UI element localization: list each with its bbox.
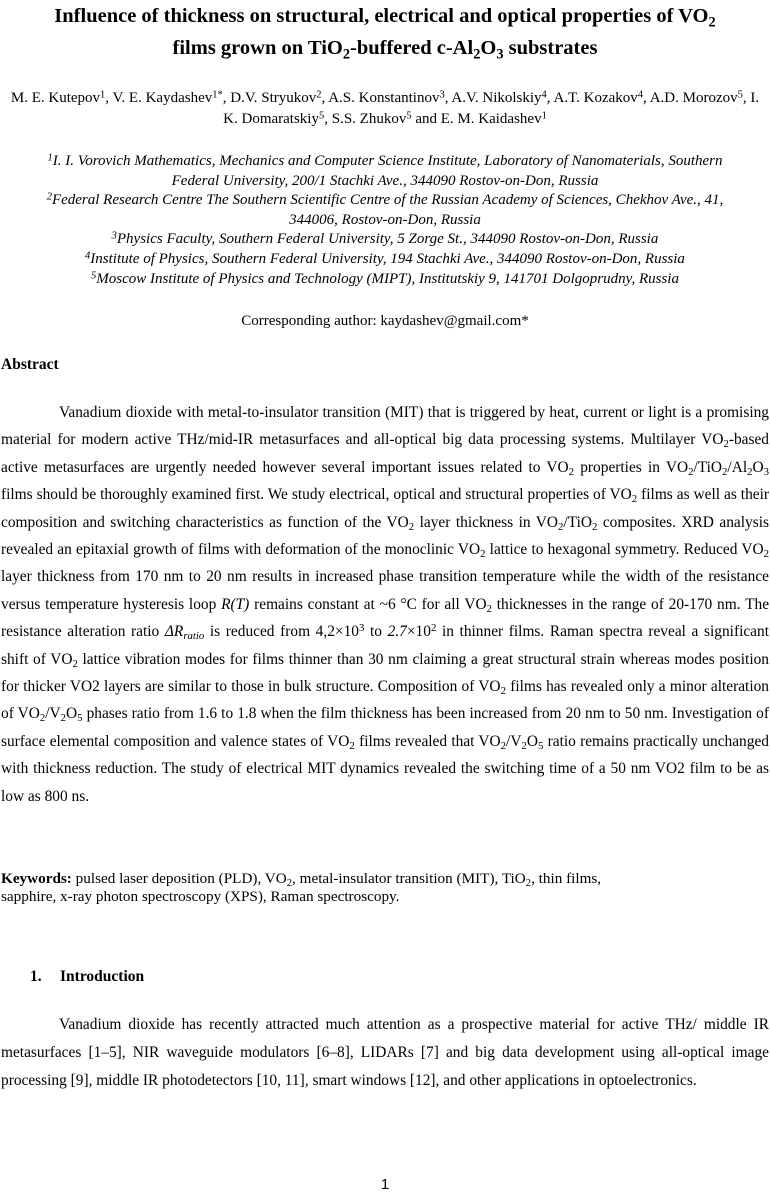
author-affiliation-marker: 4 <box>637 89 644 101</box>
affiliation-line: $^4$Institute of Physics, Southern Federal University, 194 Stachki Ave., 344090 Rostov-on-Don, Russia <box>85 250 685 267</box>
affiliations <box>8 152 762 289</box>
author-affiliation-marker: 5 <box>737 89 743 101</box>
author-name: I. K. Domaratskiy <box>223 90 760 127</box>
affiliation-number: 4 <box>85 250 91 262</box>
author-affiliation-marker: 1 <box>100 89 106 101</box>
affiliation-number: 2 <box>46 191 52 203</box>
introduction-paragraph: Vanadium dioxide has recently attracted much attention as a prospective material for active THz/ middle IR metasurfaces [1–5], NIR waveguide modulators [6–8], LIDARs [7] and big data development using all-optical image processing [9], middle IR photodetectors [10, 11], smart windows [12], and other applications in optoelectronics. <box>1 1016 769 1089</box>
affiliation-line: $^5$Moscow Institute of Physics and Technology (MIPT), Institutskiy 9, 141701 Dolgoprudny, Russia <box>91 269 679 287</box>
affiliation-line: $^2$Federal Research Centre The Southern Scientific Centre of the Russian Academy of Sciences, Chekhov Ave., 41, <box>46 191 724 209</box>
keywords <box>1 870 761 906</box>
author-name: A.V. Nikolskiy <box>451 90 542 106</box>
author-name: E. M. Kaidashev <box>440 111 542 127</box>
title-line-1: Influence of thickness on structural, electrical and optical properties of $VO_2$ <box>54 5 716 31</box>
keywords-line-1: pulsed laser deposition (PLD), $VO_2$, metal-insulator transition (MIT), TiO$_2$, thin films, <box>75 870 602 890</box>
affiliation-number: 1 <box>47 152 53 164</box>
author-affiliation-marker: 1 <box>541 110 547 122</box>
affiliation-number: 3 <box>111 230 117 242</box>
affiliation-number: 5 <box>91 269 97 281</box>
introduction-body <box>1 1011 769 1095</box>
affiliation-line: 344006, Rostov-on-Don, Russia <box>289 211 481 228</box>
affiliation-line: $^3$Physics Faculty, Southern Federal University, 5 Zorge St., 344090 Rostov-on-Don, Russia <box>111 230 659 248</box>
author-list: M. E. Kutepov$^1$, V. E. Kaydashev$^{1*}$, D.V. Stryukov$^2$, A.S. Konstantinov$^3$, A.V. Nikolskiy$^4$, A.T. Kozakov$^4$, A.D. Morozov$^5$, I. K. Domaratskiy$^5$, S.S. Zhukov$^5$ and E. M. Kaidashev$^1$ <box>10 89 760 127</box>
section-title: Introduction <box>60 968 145 985</box>
author-name: A.T. Kozakov <box>553 90 638 106</box>
paper-title <box>0 0 770 64</box>
abstract-body <box>1 399 769 810</box>
author-affiliation-marker: 4 <box>541 89 547 101</box>
author-affiliation-marker: 3 <box>439 89 445 101</box>
author-name: D.V. Stryukov <box>230 90 317 106</box>
affiliation-line: Federal University, 200/1 Stachki Ave., 344090 Rostov-on-Don, Russia <box>171 172 599 189</box>
author-affiliation-marker: 5 <box>406 110 412 122</box>
author-name: V. E. Kaydashev <box>112 90 213 106</box>
title-line-2: films grown on TiO$_2$-buffered $c-Al_2O_3$ substrates <box>172 37 598 63</box>
keywords-line-2: sapphire, x-ray photon spectroscopy (XPS), Raman spectroscopy. <box>1 888 400 905</box>
abstract-paragraph: Vanadium dioxide with metal-to-insulator transition (MIT) that is triggered by heat, current or light is a promising material for modern active THz/mid-IR metasurfaces and all-optical big data processing systems. Multilayer $VO_2$-based active metasurfaces are urgently needed however several important issues related to $VO_2$ properties in $VO_2/TiO_2/Al_2O_3$ films should be thoroughly examined first. We study electrical, optical and structural properties of $VO_2$ films as well as their composition and switching characteristics as function of the $VO_2$ layer thickness in $VO_2/TiO_2$ composites. XRD analysis revealed an epitaxial growth of films with deformation of the monoclinic $VO_2$ lattice to hexagonal symmetry. Reduced $VO_2$ layer thickness from 170 nm to 20 nm results in increased phase transition temperature while the width of the resistance versus temperature hysteresis loop R(T) remains constant at ~6 °C for all $VO_2$ thicknesses in the range of 20-170 nm. The resistance alteration ratio $\Delta R_{ratio}$ is reduced from $4,2\times 10^3$ to $2.7\times 10^2$ in thinner films. Raman spectra reveal a significant shift of $VO_2$ lattice vibration modes for films thinner than 30 nm claiming a great structural strain whereas modes position for thicker VO2 layers are similar to those in bulk structure. Composition of $VO_2$ films has revealed only a minor alteration of $VO_2/V_2O_5$ phases ratio from 1.6 to 1.8 when the film thickness has been increased from 20 nm to 50 nm. Investigation of surface elemental composition and valence states of $VO_2$ films revealed that $VO_2/V_2O_5$ ratio remains practically unchanged with thickness reduction. The study of electrical MIT dynamics revealed the switching time of a 50 nm VO2 film to be as low as 800 ns. <box>1 404 770 805</box>
abstract-heading: Abstract <box>1 356 59 373</box>
section-number: 1. <box>30 968 42 985</box>
section-heading-introduction <box>30 968 144 986</box>
author-name: A.D. Morozov <box>649 90 738 106</box>
author-name: S.S. Zhukov <box>331 111 407 127</box>
author-affiliation-marker: 5 <box>318 110 325 122</box>
author-name: M. E. Kutepov <box>10 90 101 106</box>
corresponding-author: Corresponding author: kaydashev@gmail.com* <box>241 313 529 329</box>
author-affiliation-marker: 2 <box>316 89 322 101</box>
author-name: A.S. Konstantinov <box>328 90 440 106</box>
affiliation-line: $^1$I. I. Vorovich Mathematics, Mechanics and Computer Science Institute, Laboratory of Nanomaterials, Southern <box>47 152 723 169</box>
author-affiliation-marker: 1* <box>212 89 223 101</box>
page-number: 1 <box>380 1176 390 1193</box>
keywords-label: Keywords: <box>1 870 72 887</box>
